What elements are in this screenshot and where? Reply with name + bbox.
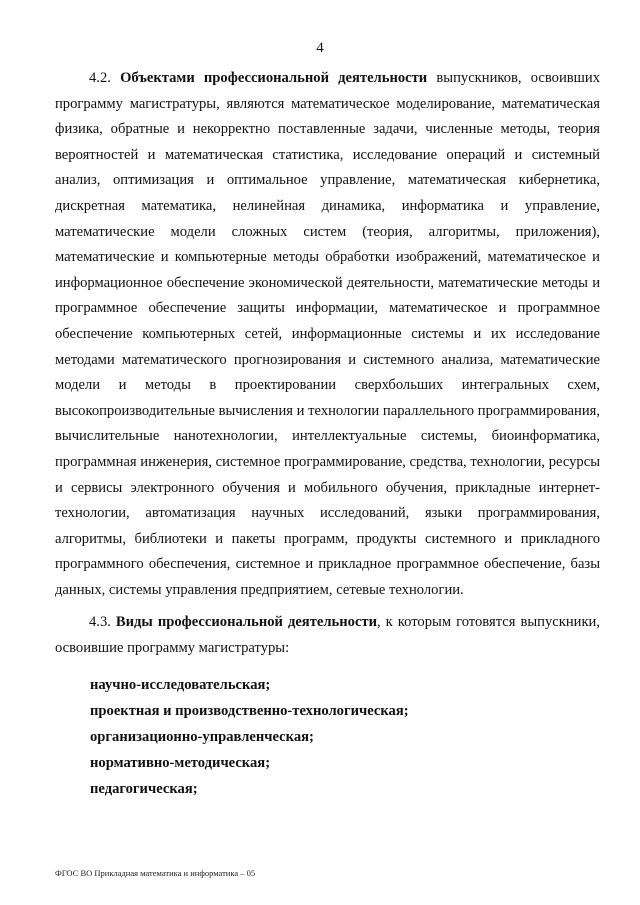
paragraph-4-3-text: , к которым готовятся выпускники, освоившие программу магистратуры: — [55, 614, 600, 657]
paragraph-4-2 — [55, 66, 600, 603]
term-types-of-activity: Виды профессиональной деятельности — [115, 614, 378, 631]
page-footer: ФГОС ВО Прикладная математика и информатика – 05 — [55, 868, 256, 878]
list-item: научно-исследовательская; — [90, 676, 271, 693]
list-item: проектная и производственно-технологическая; — [90, 702, 409, 719]
page-number: 4 — [316, 40, 324, 56]
list-item: организационно-управленческая; — [90, 728, 314, 745]
term-objects-of-activity: Объектами профессиональной деятельности — [120, 70, 428, 86]
paragraph-4-2-text: выпускников, освоивших программу магистратуры, являются математическое моделирование, математическая физика, обратные и некорректно поставленные задачи, численные методы, теория вероятностей и математическая статистика, исследование операций и системный анализ, оптимизация и оптимальное управление, математическая кибернетика, дискретная математика, нелинейная динамика, информатика и управление, математические модели сложных систем (теория, алгоритмы, приложения), математические и компьютерные методы обработки изображений, математическое и информационное обеспечение экономической деятельности, математические методы и программное обеспечение защиты информации, математическое и программное обеспечение компьютерных сетей, информационные системы и их исследование методами математического прогнозирования и системного анализа, математические модели и методы в проектировании сверхбольших интегральных схем, высокопроизводительные вычисления и технологии параллельного программирования, вычислительные нанотехнологии, интеллектуальные системы, биоинформатика, программная инженерия, системное программирование, средства, технологии, ресурсы и сервисы электронного обучения и мобильного обучения, прикладные интернет-технологии, автоматизация научных исследований, языки программирования, алгоритмы, библиотеки и пакеты программ, продукты системного и прикладного программного обеспечения, системное и прикладное программное обеспечение, базы данных, системы управления предприятием, сетевые технологии. — [55, 70, 601, 598]
list-item: педагогическая; — [90, 780, 198, 797]
activity-types-list — [55, 672, 600, 802]
paragraph-4-3 — [55, 610, 600, 661]
section-number-4-3: 4.3. — [89, 614, 111, 631]
list-item: нормативно-методическая; — [90, 754, 271, 771]
section-number-4-2: 4.2. — [89, 70, 111, 86]
document-body — [55, 66, 600, 802]
